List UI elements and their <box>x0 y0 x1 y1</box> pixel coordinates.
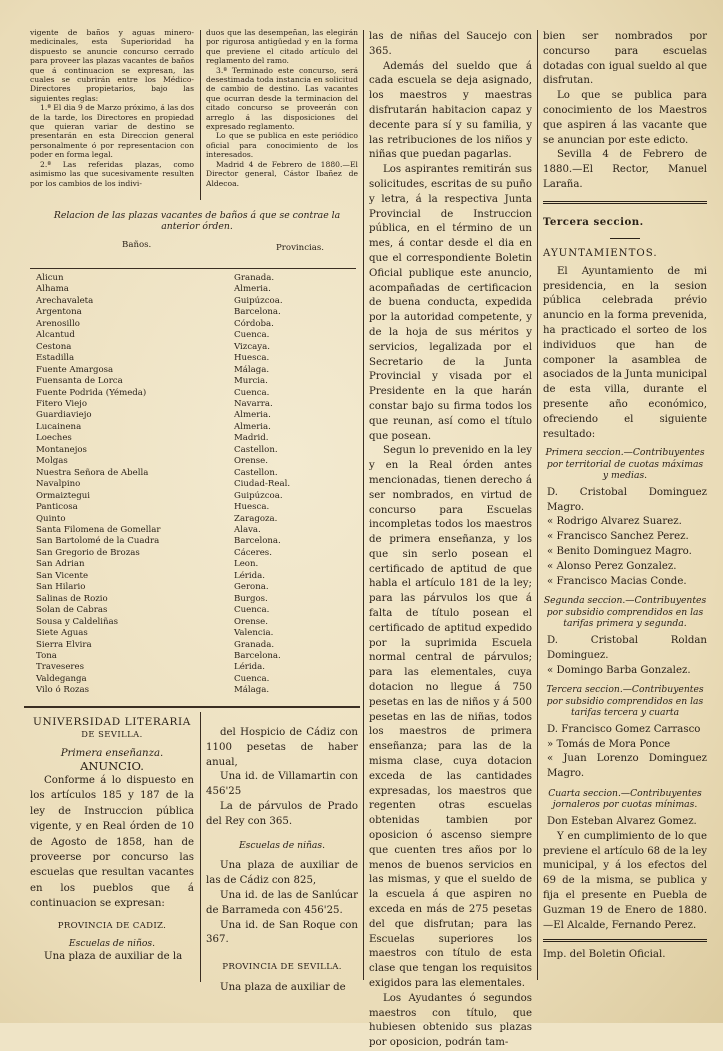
spa-name: Fuensanta de Lorca <box>36 376 123 387</box>
section-label: Primera seccion.—Contribuyentes por territorial de cuotas máximas y medias. <box>545 447 705 482</box>
province-name: Madrid. <box>234 433 269 444</box>
table-row <box>36 468 356 479</box>
province-name: Cáceres. <box>234 547 272 558</box>
province-name: Castellon. <box>234 467 278 478</box>
paragraph: las de niñas del Saucejo con 365. <box>369 31 532 57</box>
paragraph: Una id. de las de Sanlúcar de Barrameda con 456'25. <box>206 889 358 916</box>
tercera-seccion-heading: Tercera seccion. <box>543 215 644 228</box>
province-name: Vizcaya. <box>234 341 270 352</box>
province-name: Cuenca. <box>234 330 270 341</box>
paragraph: Los Ayudantes ó segundos maestros con título, que hubiesen obtenido sus plazas por oposicion, podrán tam- <box>369 992 532 1049</box>
paragraph: 3.ª Terminado este concurso, será desestimada toda instancia en solicitud de cambio de destino. Las vacantes que ocurran desde la terminacion del citado concurso se proveerán con arreglo á las disposiciones del expresado reglamento. <box>206 65 358 132</box>
table-row <box>36 273 356 284</box>
province-name: Orense. <box>234 616 269 627</box>
member-name: « Domingo Barba Gonzalez. <box>547 664 691 676</box>
province-heading: PROVINCIA DE CADIZ. <box>57 920 167 931</box>
university-announcement <box>30 716 194 986</box>
province-name: Navarra. <box>234 398 273 409</box>
member-name: « Juan Lorenzo Dominguez Magro. <box>547 753 707 780</box>
table-top-rule <box>30 268 356 269</box>
member-name: « Francisco Macias Conde. <box>547 575 687 587</box>
province-name: Cuenca. <box>234 673 270 684</box>
table-row <box>36 582 356 593</box>
paragraph: Una id. de Villamartin con 456'25 <box>206 771 358 798</box>
table-row <box>36 502 356 513</box>
paragraph: 1.ª El dia 9 de Marzo próximo, á las dos de la tarde, los Directores en propiedad que quieran variar de destino se presentarán en esta Direccion general personalmente ó por representacion con poder en forma legal. <box>30 103 194 160</box>
table-row <box>36 617 356 628</box>
spa-name: Sousa y Caldeliñas <box>36 616 119 627</box>
table-row <box>36 422 356 433</box>
spa-name: Lucainena <box>36 421 82 432</box>
spa-name: Estadilla <box>36 353 75 364</box>
spa-name: Fitero Viejo <box>36 398 87 409</box>
spa-name: Alicun <box>36 273 64 283</box>
table-row <box>36 284 356 295</box>
spa-name: Loeches <box>36 433 72 444</box>
province-name: Lérida. <box>234 662 266 673</box>
province-name: Barcelona. <box>234 650 281 661</box>
table-row <box>36 456 356 467</box>
table-row <box>36 445 356 456</box>
province-name: Murcia. <box>234 376 268 387</box>
province-name: Barcelona. <box>234 307 281 318</box>
table-row <box>36 376 356 387</box>
province-name: Ciudad-Real. <box>234 479 291 490</box>
table-row <box>36 571 356 582</box>
table-row <box>36 651 356 662</box>
province-name: Almeria. <box>234 284 271 295</box>
member-name: « Alonso Perez Gonzalez. <box>547 560 677 572</box>
province-heading: PROVINCIA DE SEVILLA. <box>222 962 342 973</box>
province-name: Huesca. <box>234 353 270 364</box>
paragraph: Una plaza de auxiliar de la <box>44 950 183 962</box>
province-name: Málaga. <box>234 685 270 696</box>
member-name: » Tomás de Mora Ponce <box>547 738 671 750</box>
spa-name: Navalpino <box>36 479 81 490</box>
header-provincias: Provincias. <box>276 243 325 253</box>
decree-text-right <box>206 28 358 200</box>
paragraph: Los aspirantes remitirán sus solicitudes, escritas de su puño y letra, á la respectiva Junta Provincial de Instruccion pública, en el término de un mes, á contar desde el dia en que el correspondiente Boletin Oficial publique este anuncio, acompañadas de certificacion de buena conducta, expedida por la autoridad competente, y de la hoja de sus méritos y servicios, legalizada por el Secretario de la Junta Provincial y visada por el Presidente en la que harán constar bajo su firma todos los que reunan, así como el título que posean. <box>369 164 532 442</box>
table-row <box>36 319 356 330</box>
spa-name: Cestona <box>36 341 72 352</box>
table-row <box>36 605 356 616</box>
province-name: Granada. <box>234 273 275 283</box>
table-bottom-rule <box>24 706 360 708</box>
table-row <box>36 296 356 307</box>
member-name: D. Cristobal Dominguez Magro. <box>547 486 707 513</box>
spa-name: Valdeganga <box>36 673 87 684</box>
table-row <box>36 353 356 364</box>
anuncio-heading: ANUNCIO. <box>80 759 144 773</box>
column-rule <box>363 30 364 980</box>
paragraph: Lo que se publica para conocimiento de los Maestros que aspiren á las vacante que se anuncian por este edicto. <box>543 90 707 146</box>
ayuntamientos-heading: AYUNTAMIENTOS. <box>543 247 658 259</box>
table-row <box>36 594 356 605</box>
spa-name: Montanejos <box>36 444 87 455</box>
paragraph: del Hospicio de Cádiz con 1100 pesetas de haber anual, <box>206 727 358 768</box>
spa-name: San Adrian <box>36 559 85 570</box>
table-row <box>36 662 356 673</box>
spa-name: San Bartolomé de la Cuadra <box>36 536 160 547</box>
paragraph: Además del sueldo que á cada escuela se deja asignado, los maestros y maestras disfrutarán habitacion capaz y decente para sí y su familia, y las retribuciones de los niños y niñas que puedan pagarlas. <box>369 60 532 161</box>
header-banos: Baños. <box>122 240 152 250</box>
column-rule <box>200 712 201 982</box>
spa-name: Alcantud <box>36 330 75 341</box>
spa-name: Tona <box>36 650 57 661</box>
column-rule <box>200 30 201 200</box>
relacion-title: Relacion de las plazas vacantes de baños á que se contrae la anterior órden. <box>53 210 341 232</box>
spa-name: San Hilario <box>36 582 86 593</box>
table-row <box>36 559 356 570</box>
signature-line: Sevilla 4 de Febrero de 1880.—El Rector, Manuel Laraña. <box>543 149 707 190</box>
university-announcement-cont <box>206 726 358 993</box>
spa-name: Santa Filomena de Gomellar <box>36 524 161 535</box>
paragraph: Conforme á lo dispuesto en los artículos 185 y 187 de la ley de Instruccion pública vigente, y en Real órden de 10 de Agosto de 1858, han de proveerse por concurso las escuelas que resultan vacantes en los pueblos que á continuacion se expresan: <box>30 775 194 910</box>
member-name: D. Cristobal Roldan Dominguez. <box>547 634 707 661</box>
province-name: Córdoba. <box>234 318 274 329</box>
footer-divider <box>543 939 707 942</box>
spa-name: San Gregorio de Brozas <box>36 547 140 558</box>
spa-vacancies-table <box>36 273 356 703</box>
province-name: Orense. <box>234 456 269 467</box>
member-name: Don Esteban Alvarez Gomez. <box>547 815 697 827</box>
section-label: Cuarta seccion.—Contribuyentes jornaleros por cuotas mínimas. <box>548 787 702 811</box>
province-name: Castellon. <box>234 444 278 455</box>
paragraph: duos que las desempeñan, las elegirán por rigurosa antigüedad y en la forma que previene el citado artículo del reglamento del ramo. <box>206 28 358 66</box>
table-row <box>36 491 356 502</box>
spa-name: Alhama <box>36 284 69 295</box>
province-name: Alava. <box>234 524 261 535</box>
spa-name: Argentona <box>36 307 82 318</box>
spa-name: Siete Aguas <box>36 628 88 639</box>
member-name: « Rodrigo Alvarez Suarez. <box>547 516 682 528</box>
province-name: Lérida. <box>234 570 266 581</box>
table-row <box>36 365 356 376</box>
spa-name: Quinto <box>36 513 66 524</box>
member-name: D. Francisco Gomez Carrasco <box>547 723 701 735</box>
spa-name: Guardiaviejo <box>36 410 92 421</box>
spa-name: Arechavaleta <box>36 295 94 306</box>
section-heading: Escuelas de niños. <box>68 937 156 949</box>
member-name: « Francisco Sanchez Perez. <box>547 531 689 543</box>
paragraph: bien ser nombrados por concurso para escuelas dotadas con igual sueldo al que disfrutan. <box>543 31 707 87</box>
province-name: Valencia. <box>234 628 274 639</box>
table-row <box>36 536 356 547</box>
province-name: Granada. <box>234 639 275 650</box>
spa-name: Nuestra Señora de Abella <box>36 467 149 478</box>
table-row <box>36 307 356 318</box>
table-row <box>36 433 356 444</box>
spa-name: San Vicente <box>36 570 89 581</box>
table-row <box>36 479 356 490</box>
spa-name: Vilo ó Rozas <box>36 685 90 696</box>
paragraph: Y en cumplimiento de lo que previene el artículo 68 de la ley municipal, y á los efectos del 69 de la misma, se publica y fija el presente en Puebla de Guzman 19 de Enero de 1880.—El Alcalde, Fernando Perez. <box>543 830 707 931</box>
province-name: Huesca. <box>234 502 270 513</box>
table-row <box>36 628 356 639</box>
decree-text-left <box>30 28 194 200</box>
signature-line: Madrid 4 de Febrero de 1880.—El Director general, Cástor Ibañez de Aldecoa. <box>206 159 358 188</box>
column-rule <box>537 30 538 980</box>
paragraph: Una plaza de auxiliar de <box>220 981 346 993</box>
spa-name: Salinas de Rozio <box>36 593 108 604</box>
table-row <box>36 342 356 353</box>
table-row <box>36 410 356 421</box>
paragraph: Una id. de San Roque con 367. <box>206 919 358 946</box>
section-heading: Escuelas de niñas. <box>238 839 326 851</box>
table-row <box>36 525 356 536</box>
paragraph: Segun lo prevenido en la ley y en la Real órden antes mencionadas, tienen derecho á ser nombrados, en virtud de concurso para Escuelas incompletas todos los maestros de primera enseñanza, y los que sin serlo posean el certificado de aptitud de que habla el artículo 181 de la ley; para las párvulos los que á falta de título posean el certificado de aptitud expedido por la suprimida Escuela normal central de párvulos; para las elementales, cuya dotacion no llegue á 750 pesetas en las de niños y á 500 pesetas en las de niñas, todos los maestros de primera enseñanza; para las de la misma clase, cuya dotacion exceda de las cantidades expresadas, los maestros que regenten otras escuelas obtenidas tambien por oposicion ó ascenso siempre que cuenten tres años por lo menos de buenos servicios en las mismas, y que el sueldo de la escuela á que aspiren no exceda en más de 275 pesetas del que disfrutan; para las Escuelas superiores los maestros con título de esta clase que tengan los requisitos exigidos para las elementales. <box>369 445 532 989</box>
printer-imprint: Imp. del Boletin Oficial. <box>543 949 666 961</box>
province-name: Barcelona. <box>234 536 281 547</box>
university-heading: UNIVERSIDAD LITERARIA <box>33 716 191 728</box>
province-name: Almeria. <box>234 421 271 432</box>
spa-name: Molgas <box>36 456 68 467</box>
province-name: Zaragoza. <box>234 513 278 524</box>
table-row <box>36 640 356 651</box>
paragraph: El Ayuntamiento de mi presidencia, en la sesion pública celebrada prévio anuncio en la forma prevenida, ha practicado el sorteo de los individuos que han de componer la asamblea de asociados de la Junta municipal de esta villa, durante el presente año económico, ofreciendo el siguiente resultado: <box>543 265 707 440</box>
section-label: Segunda seccion.—Contribuyentes por subsidio comprendidos en las tarifas primera y segunda. <box>543 595 707 630</box>
province-name: Leon. <box>234 559 259 570</box>
column-four <box>543 30 707 990</box>
province-name: Almeria. <box>234 410 271 421</box>
paragraph: Una plaza de auxiliar de las de Cádiz con 825, <box>206 860 358 887</box>
member-name: « Benito Dominguez Magro. <box>547 546 692 558</box>
table-row <box>36 399 356 410</box>
section-label: Tercera seccion.—Contribuyentes por subsidio comprendidos en las tarifas tercera y cuarta <box>546 684 704 719</box>
province-name: Burgos. <box>234 593 268 604</box>
paragraph: La de párvulos de Prado del Rey con 365. <box>206 800 358 827</box>
section-heading: Primera enseñanza. <box>60 748 164 759</box>
spa-name: Fuente Podrida (Yémeda) <box>36 387 147 398</box>
paragraph: 2.ª Las referidas plazas, como asimismo las que sucesivamente resulten por los cambios de los indivi- <box>30 159 194 188</box>
short-divider <box>610 238 640 239</box>
spa-name: Arenosillo <box>36 318 80 329</box>
spa-name: Sierra Elvira <box>36 639 92 650</box>
spa-name: Fuente Amargosa <box>36 364 114 375</box>
province-name: Cuenca. <box>234 605 270 616</box>
spa-name: Ormaiztegui <box>36 490 91 501</box>
province-name: Gerona. <box>234 582 269 593</box>
table-row <box>36 388 356 399</box>
table-row <box>36 514 356 525</box>
province-name: Guipúzcoa. <box>234 295 283 306</box>
section-divider <box>543 201 707 204</box>
table-row <box>36 330 356 341</box>
paragraph: vigente de baños y aguas minero-medicinales, esta Superioridad ha dispuesto se anuncie concurso cerrado para proveer las plazas vacantes de baños que á continuacion se expresan, las cuales se cubrirán entre los Médico-Directores propietarios, bajo las siguientes reglas: <box>30 28 194 103</box>
table-row <box>36 548 356 559</box>
province-name: Málaga. <box>234 364 270 375</box>
province-name: Cuenca. <box>234 387 270 398</box>
spa-name: Panticosa <box>36 502 78 513</box>
spa-name: Traveseres <box>36 662 85 673</box>
table-row <box>36 685 356 696</box>
university-city: DE SEVILLA. <box>81 729 143 739</box>
spa-name: Solan de Cabras <box>36 605 108 616</box>
table-row <box>36 674 356 685</box>
province-name: Guipúzcoa. <box>234 490 283 501</box>
paragraph: Lo que se publica en este periódico oficial para conocimiento de los interesados. <box>206 131 358 160</box>
university-announcement-col3 <box>369 30 532 1049</box>
